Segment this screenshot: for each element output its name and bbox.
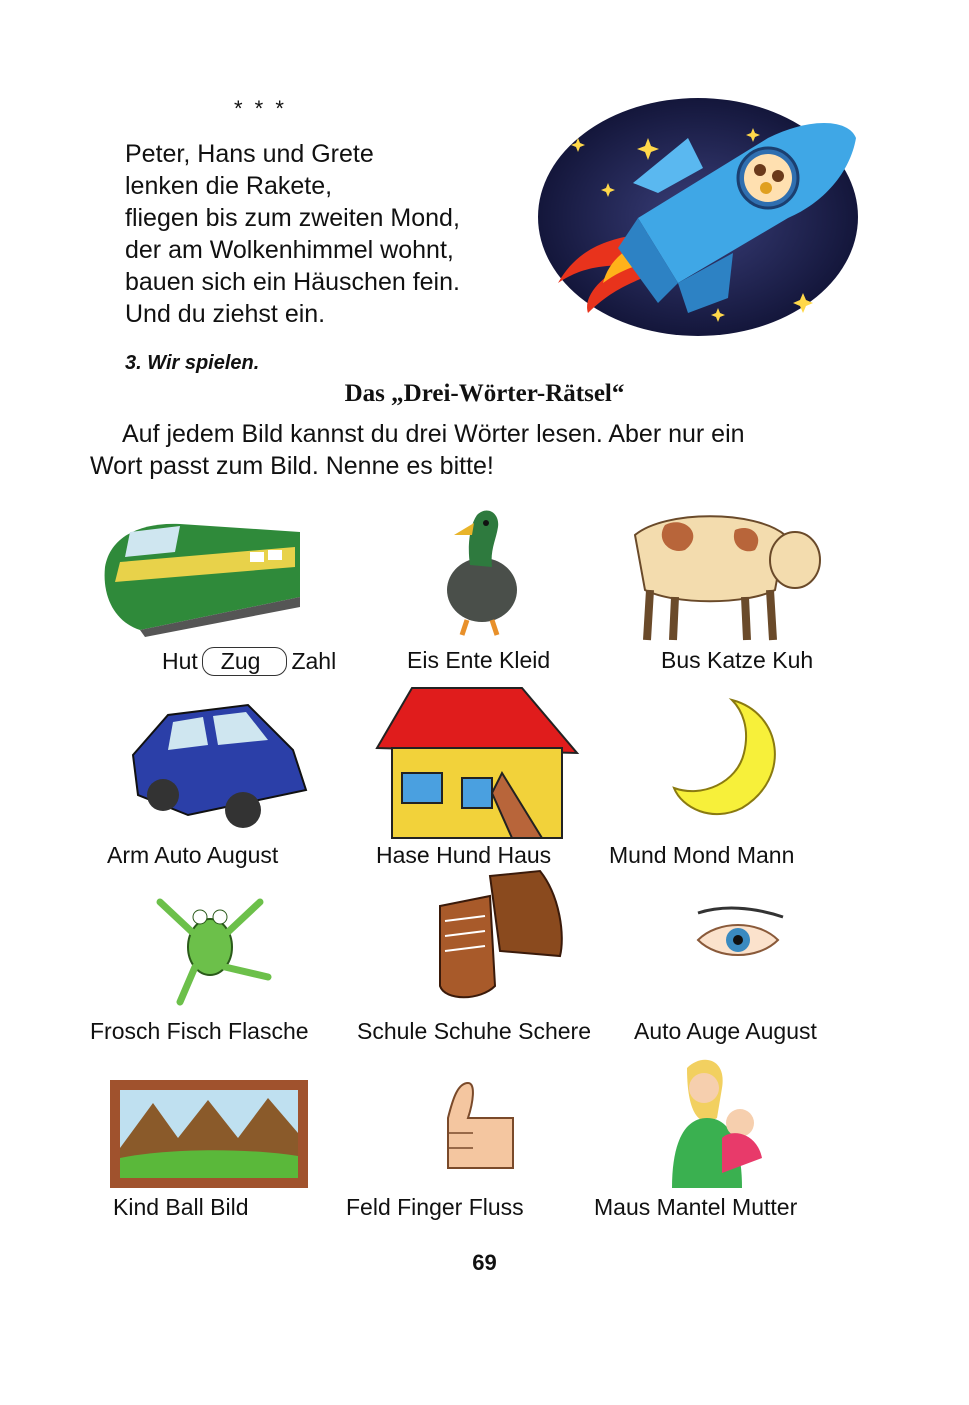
shoe-picture bbox=[420, 866, 570, 1006]
duck-picture bbox=[432, 505, 522, 640]
rocket-illustration bbox=[538, 98, 858, 336]
thumbs-up-caption: Feld Finger Fluss bbox=[346, 1194, 524, 1220]
word-option: Zahl bbox=[291, 648, 337, 674]
poem-line: fliegen bis zum zweiten Mond, bbox=[125, 204, 460, 232]
duck-caption: Eis Ente Kleid bbox=[407, 647, 551, 673]
stars-divider: * * * bbox=[234, 96, 287, 121]
page-number: 69 bbox=[472, 1250, 497, 1275]
instruction-line: Wort passt zum Bild. Nenne es bitte! bbox=[90, 452, 494, 480]
landscape-picture bbox=[108, 1078, 310, 1190]
thumbs-up-picture bbox=[428, 1078, 523, 1173]
shoe-caption: Schule Schuhe Schere bbox=[357, 1018, 591, 1044]
car-caption: Arm Auto August bbox=[107, 842, 279, 868]
poem bbox=[125, 138, 460, 330]
answer-circle bbox=[202, 647, 288, 676]
train-picture bbox=[100, 512, 305, 637]
word-option: Hut bbox=[162, 648, 198, 674]
frog-picture bbox=[150, 892, 275, 1007]
exercise-title: Das „Drei-Wörter-Rätsel“ bbox=[344, 380, 625, 407]
landscape-caption: Kind Ball Bild bbox=[113, 1194, 249, 1220]
moon-picture bbox=[672, 698, 787, 818]
poem-line: Und du ziehst ein. bbox=[125, 300, 326, 328]
eye-caption: Auto Auge August bbox=[634, 1018, 817, 1044]
car-picture bbox=[128, 700, 308, 830]
poem-line: bauen sich ein Häuschen fein. bbox=[125, 268, 460, 296]
instruction-line: Auf jedem Bild kannst du drei Wörter lesen. Aber nur ein bbox=[122, 420, 745, 448]
instruction-text bbox=[90, 418, 850, 482]
poem-line: lenken die Rakete, bbox=[125, 172, 333, 200]
house-picture bbox=[372, 683, 582, 843]
mother-baby-caption: Maus Mantel Mutter bbox=[594, 1194, 798, 1220]
train-caption bbox=[162, 647, 336, 676]
cow-picture bbox=[625, 505, 830, 645]
task-heading: 3. Wir spielen. bbox=[125, 352, 260, 374]
poem-line: Peter, Hans und Grete bbox=[125, 140, 374, 168]
moon-caption: Mund Mond Mann bbox=[609, 842, 795, 868]
cow-caption: Bus Katze Kuh bbox=[661, 647, 814, 673]
eye-picture bbox=[693, 905, 788, 965]
word-answer: Zug bbox=[220, 648, 261, 674]
poem-line: der am Wolkenhimmel wohnt, bbox=[125, 236, 454, 264]
mother-baby-picture bbox=[662, 1058, 774, 1188]
frog-caption: Frosch Fisch Flasche bbox=[90, 1018, 309, 1044]
house-caption: Hase Hund Haus bbox=[376, 842, 552, 868]
